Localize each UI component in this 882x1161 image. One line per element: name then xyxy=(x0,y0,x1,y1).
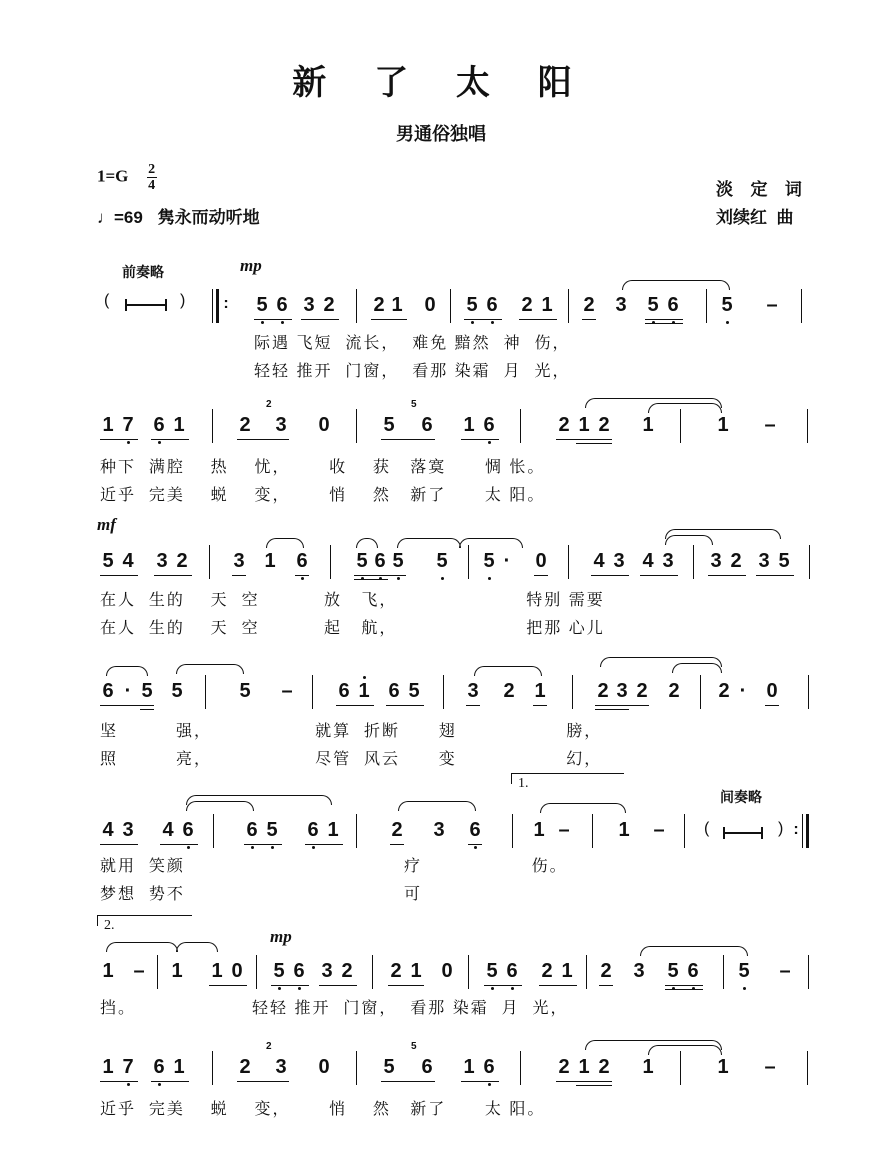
grace-note: 2 xyxy=(266,399,272,410)
beam-underline xyxy=(319,985,357,986)
barline xyxy=(209,545,210,579)
beam-underline xyxy=(381,439,435,440)
note: 3 xyxy=(613,550,625,572)
slur-tie xyxy=(648,403,722,413)
note: 1 xyxy=(410,960,422,982)
barline xyxy=(212,409,213,443)
volta-2: 2. xyxy=(97,915,192,926)
barline xyxy=(809,545,810,579)
beam-underline xyxy=(232,575,246,576)
barline xyxy=(372,955,373,989)
beam-underline xyxy=(244,844,282,845)
note: 6 xyxy=(307,819,319,841)
beam-underline xyxy=(151,439,189,440)
slur-tie xyxy=(648,1045,722,1055)
rest-bar-icon xyxy=(125,304,167,306)
note: 2 xyxy=(323,294,335,316)
beam-underline xyxy=(599,985,613,986)
beam-underline xyxy=(461,439,499,440)
score-row-2 xyxy=(0,398,882,508)
note: 3 xyxy=(633,960,645,982)
beam-underline xyxy=(354,579,388,580)
beam-underline xyxy=(534,575,548,576)
composer-credit: 刘续红 曲 xyxy=(716,208,794,227)
barline xyxy=(356,289,357,323)
note: 6 xyxy=(421,414,433,436)
barline xyxy=(807,409,808,443)
note: 1 xyxy=(102,414,114,436)
grace-note: 2 xyxy=(266,1041,272,1052)
barline xyxy=(801,289,802,323)
beam-underline xyxy=(154,575,192,576)
note: 3 xyxy=(467,680,479,702)
barline xyxy=(807,1051,808,1085)
beam-underline xyxy=(371,319,407,320)
note: 1 xyxy=(561,960,573,982)
dynamic-mf: mf xyxy=(97,515,116,534)
beam-underline xyxy=(519,319,557,320)
repeat-start-barline xyxy=(212,289,219,323)
parenthesis: ( xyxy=(704,820,710,837)
beam-underline xyxy=(388,985,424,986)
barline xyxy=(568,289,569,323)
beam-underline xyxy=(466,705,480,706)
barline xyxy=(568,545,569,579)
note: 3 xyxy=(662,550,674,572)
lyricist-credit: 淡 定 词 xyxy=(716,180,802,199)
note: 1 xyxy=(541,294,553,316)
note: 2 xyxy=(390,960,402,982)
note: 5 xyxy=(383,1056,395,1078)
note: 6 xyxy=(246,819,258,841)
note: 1 xyxy=(358,680,370,702)
barline xyxy=(356,1051,357,1085)
beam-underline xyxy=(640,575,678,576)
note: 5 xyxy=(667,960,679,982)
score-row-3 xyxy=(0,515,882,637)
beam-underline xyxy=(461,1081,499,1082)
beam-underline xyxy=(484,985,522,986)
note: 1 xyxy=(102,960,114,982)
lyrics-verse-1: 坚 强， 就算 折断 翅 膀， xyxy=(100,723,603,740)
note: 3 xyxy=(321,960,333,982)
note: 2 xyxy=(598,1056,610,1078)
beam-underline xyxy=(100,844,138,845)
note: 4 xyxy=(593,550,605,572)
slur-tie xyxy=(106,942,178,952)
barline xyxy=(723,955,724,989)
note: 6 xyxy=(687,960,699,982)
lyrics-verse-1: 在人 生的 天 空 放 飞， 特别 需要 xyxy=(100,592,605,609)
lyrics-verse-2: 照 亮， 尽管 风云 变 幻， xyxy=(100,751,603,768)
beam-underline xyxy=(160,844,198,845)
note: – xyxy=(281,680,293,702)
beam-underline xyxy=(556,439,612,440)
note: 1 xyxy=(642,1056,654,1078)
note: 1 xyxy=(578,414,590,436)
beam-underline xyxy=(533,705,547,706)
note: 1 xyxy=(578,1056,590,1078)
slur-tie xyxy=(356,538,378,548)
note: 0 xyxy=(318,414,330,436)
note: 4 xyxy=(122,550,134,572)
slur-tie xyxy=(622,280,730,290)
beam-underline xyxy=(336,705,374,706)
note: 2 xyxy=(503,680,515,702)
note: 2 xyxy=(730,550,742,572)
note: 5 xyxy=(141,680,153,702)
beam-underline xyxy=(539,985,577,986)
note: 2 xyxy=(583,294,595,316)
song-subtitle: 男通俗独唱 xyxy=(396,124,486,144)
slur-tie xyxy=(266,538,304,548)
note: 2 xyxy=(176,550,188,572)
beam-underline xyxy=(100,1081,138,1082)
note: – xyxy=(558,819,570,841)
note: 2 xyxy=(600,960,612,982)
barline xyxy=(312,675,313,709)
beam-underline xyxy=(381,1081,435,1082)
slur-tie xyxy=(176,664,244,674)
time-signature: $\frac{2}{4}$ xyxy=(148,162,156,193)
note: 5 xyxy=(266,819,278,841)
grace-note: 5 xyxy=(411,399,417,410)
note: 2 xyxy=(239,1056,251,1078)
barline xyxy=(468,955,469,989)
beam-underline xyxy=(140,709,154,710)
beam-underline xyxy=(237,439,289,440)
grace-note: 5 xyxy=(411,1041,417,1052)
lyrics-verse-1: 就用 笑颜 疗 伤。 xyxy=(100,858,568,875)
note: – xyxy=(766,294,778,316)
beam-underline xyxy=(209,985,247,986)
volta-1: 1. xyxy=(511,773,624,784)
note: 3 xyxy=(616,680,628,702)
note: 6 xyxy=(483,1056,495,1078)
barline xyxy=(706,289,707,323)
note: 2 xyxy=(373,294,385,316)
parenthesis: ) xyxy=(778,820,784,837)
lyrics-verse-2: 在人 生的 天 空 起 航， 把那 心儿 xyxy=(100,620,605,637)
slur-tie xyxy=(640,946,748,956)
beam-underline xyxy=(591,575,629,576)
lyrics-verse-2: 轻轻 推开 门窗， 看那 染霜 月 光， xyxy=(254,363,571,380)
barline xyxy=(680,409,681,443)
note: 5 xyxy=(171,680,183,702)
note: 1 xyxy=(264,550,276,572)
note: 1 xyxy=(102,1056,114,1078)
slur-tie xyxy=(176,942,218,952)
note: 1 xyxy=(717,1056,729,1078)
note: – xyxy=(653,819,665,841)
note: 3 xyxy=(710,550,722,572)
beam-underline xyxy=(582,319,596,320)
note: 3 xyxy=(433,819,445,841)
beam-underline xyxy=(386,705,424,706)
note: 6 xyxy=(506,960,518,982)
note: 5 xyxy=(392,550,404,572)
barline xyxy=(684,814,685,848)
barline xyxy=(468,545,469,579)
note: 0 xyxy=(535,550,547,572)
barline xyxy=(808,675,809,709)
repeat-end-barline xyxy=(802,814,809,848)
score-row-4 xyxy=(0,650,882,768)
barline xyxy=(330,545,331,579)
note: 0 xyxy=(441,960,453,982)
note: 1 xyxy=(463,414,475,436)
beam-underline xyxy=(271,985,309,986)
note: 1 xyxy=(717,414,729,436)
note: 0 xyxy=(318,1056,330,1078)
beam-underline xyxy=(595,705,649,706)
note: 5 xyxy=(239,680,251,702)
note: · xyxy=(503,550,511,572)
song-title: 新 了 太 阳 xyxy=(292,63,590,103)
barline xyxy=(592,814,593,848)
beam-underline xyxy=(645,323,683,324)
note: 3 xyxy=(122,819,134,841)
beam-underline xyxy=(301,319,339,320)
note: 6 xyxy=(102,680,114,702)
barline xyxy=(512,814,513,848)
slur-tie xyxy=(186,801,254,811)
note: : xyxy=(223,295,229,312)
note: 2 xyxy=(718,680,730,702)
barline xyxy=(205,675,206,709)
barline xyxy=(680,1051,681,1085)
parenthesis: ( xyxy=(104,292,110,309)
beam-underline xyxy=(576,1085,612,1086)
note: 1 xyxy=(327,819,339,841)
beam-underline xyxy=(468,844,482,845)
lyrics-verse-2: 近乎 完美 蜕 变， 悄 然 新了 太 阳。 xyxy=(100,487,546,504)
note: 5 xyxy=(778,550,790,572)
note: 1 xyxy=(391,294,403,316)
beam-underline xyxy=(756,575,794,576)
note: 0 xyxy=(231,960,243,982)
interlude-label: 间奏略 xyxy=(720,789,762,805)
lyrics-verse-1: 际遇 飞短 流长， 难免 黯然 神 伤， xyxy=(254,335,571,352)
beam-underline xyxy=(464,319,502,320)
note: 6 xyxy=(293,960,305,982)
barline xyxy=(213,814,214,848)
lyrics-verse-1: 种下 满腔 热 忧， 收 获 落寞 惆 怅。 xyxy=(100,459,546,476)
dynamic-mp: mp xyxy=(270,927,292,946)
note: 5 xyxy=(721,294,733,316)
note: 2 xyxy=(597,680,609,702)
note: 4 xyxy=(102,819,114,841)
note: 5 xyxy=(356,550,368,572)
note: 1 xyxy=(618,819,630,841)
lyrics-verse-1: 挡。 轻轻 推开 门窗， 看那 染霜 月 光， xyxy=(100,1000,569,1017)
beam-underline xyxy=(576,443,612,444)
note: 6 xyxy=(374,550,386,572)
beam-underline xyxy=(665,989,703,990)
beam-underline xyxy=(151,1081,189,1082)
note: 1 xyxy=(533,819,545,841)
beam-underline xyxy=(556,1081,612,1082)
note: 7 xyxy=(122,1056,134,1078)
slur-tie xyxy=(106,666,148,676)
note: 2 xyxy=(668,680,680,702)
beam-underline xyxy=(254,319,292,320)
barline xyxy=(693,545,694,579)
note: 3 xyxy=(303,294,315,316)
beam-underline xyxy=(354,575,406,576)
beam-underline xyxy=(595,709,629,710)
note: 3 xyxy=(758,550,770,572)
note: 3 xyxy=(233,550,245,572)
beam-underline xyxy=(765,705,779,706)
barline xyxy=(256,955,257,989)
note: 7 xyxy=(122,414,134,436)
barline xyxy=(572,675,573,709)
note: 5 xyxy=(466,294,478,316)
note: 2 xyxy=(558,414,570,436)
note: 2 xyxy=(541,960,553,982)
note: 4 xyxy=(162,819,174,841)
note: 1 xyxy=(173,414,185,436)
note: – xyxy=(764,414,776,436)
note: 6 xyxy=(486,294,498,316)
note: 1 xyxy=(211,960,223,982)
note: 1 xyxy=(171,960,183,982)
lyrics-verse-2: 梦想 势不 可 xyxy=(100,886,423,903)
note: 5 xyxy=(383,414,395,436)
note: 6 xyxy=(421,1056,433,1078)
tempo-marking xyxy=(97,203,260,228)
beam-underline xyxy=(305,844,343,845)
note: 2 xyxy=(558,1056,570,1078)
slur-tie xyxy=(540,803,626,813)
key-signature xyxy=(97,163,157,192)
note: 2 xyxy=(239,414,251,436)
beam-underline xyxy=(100,575,138,576)
note: : xyxy=(793,821,799,838)
tempo-value: ♩=69 xyxy=(97,208,143,227)
note: 3 xyxy=(615,294,627,316)
note: 6 xyxy=(276,294,288,316)
note: 6 xyxy=(296,550,308,572)
note: 6 xyxy=(469,819,481,841)
barline xyxy=(700,675,701,709)
beam-underline xyxy=(237,1081,289,1082)
beam-underline xyxy=(665,985,703,986)
note: – xyxy=(133,960,145,982)
note: 6 xyxy=(338,680,350,702)
note: 5 xyxy=(486,960,498,982)
note: 5 xyxy=(483,550,495,572)
barline xyxy=(808,955,809,989)
note: 6 xyxy=(483,414,495,436)
note: 1 xyxy=(173,1056,185,1078)
barline xyxy=(520,1051,521,1085)
note: 6 xyxy=(153,1056,165,1078)
parenthesis: ) xyxy=(180,292,186,309)
note: 5 xyxy=(738,960,750,982)
note: 2 xyxy=(341,960,353,982)
note: 4 xyxy=(642,550,654,572)
expression-text: 隽永而动听地 xyxy=(157,208,260,227)
note: 6 xyxy=(182,819,194,841)
beam-underline xyxy=(390,844,404,845)
beam-underline xyxy=(295,575,309,576)
beam-underline xyxy=(100,705,154,706)
barline xyxy=(450,289,451,323)
note: 3 xyxy=(275,1056,287,1078)
note: 5 xyxy=(408,680,420,702)
beam-underline xyxy=(100,439,138,440)
barline xyxy=(212,1051,213,1085)
note: – xyxy=(764,1056,776,1078)
barline xyxy=(586,955,587,989)
rest-bar-icon xyxy=(723,832,763,834)
note: · xyxy=(739,680,747,702)
note: 1 xyxy=(463,1056,475,1078)
note: 5 xyxy=(436,550,448,572)
note: 2 xyxy=(391,819,403,841)
note: 5 xyxy=(256,294,268,316)
note: 1 xyxy=(642,414,654,436)
beam-underline xyxy=(645,319,683,320)
prelude-label: 前奏略 xyxy=(122,264,164,280)
score-row-5 xyxy=(0,775,882,903)
barline xyxy=(443,675,444,709)
dynamic-mp: mp xyxy=(240,256,262,275)
slur-tie xyxy=(665,535,713,545)
note: 2 xyxy=(636,680,648,702)
barline xyxy=(520,409,521,443)
beam-underline xyxy=(708,575,746,576)
note: · xyxy=(124,680,132,702)
slur-tie xyxy=(397,538,461,548)
score-row-6 xyxy=(0,915,882,1025)
note: 5 xyxy=(647,294,659,316)
key-label: 1=G xyxy=(97,166,129,186)
note: 0 xyxy=(424,294,436,316)
slur-tie xyxy=(474,666,542,676)
note: 5 xyxy=(273,960,285,982)
note: 6 xyxy=(153,414,165,436)
note: 3 xyxy=(156,550,168,572)
note: 6 xyxy=(388,680,400,702)
note: 6 xyxy=(667,294,679,316)
score-row-7 xyxy=(0,1040,882,1150)
note: 3 xyxy=(275,414,287,436)
note: 2 xyxy=(598,414,610,436)
score-row-1 xyxy=(0,256,882,380)
note: 5 xyxy=(102,550,114,572)
slur-tie xyxy=(398,801,476,811)
note: – xyxy=(779,960,791,982)
note: 1 xyxy=(534,680,546,702)
barline xyxy=(356,409,357,443)
slur-tie xyxy=(672,663,722,673)
barline xyxy=(157,955,158,989)
note: 0 xyxy=(766,680,778,702)
lyrics-verse-1: 近乎 完美 蜕 变， 悄 然 新了 太 阳。 xyxy=(100,1101,546,1118)
note: 2 xyxy=(521,294,533,316)
barline xyxy=(356,814,357,848)
